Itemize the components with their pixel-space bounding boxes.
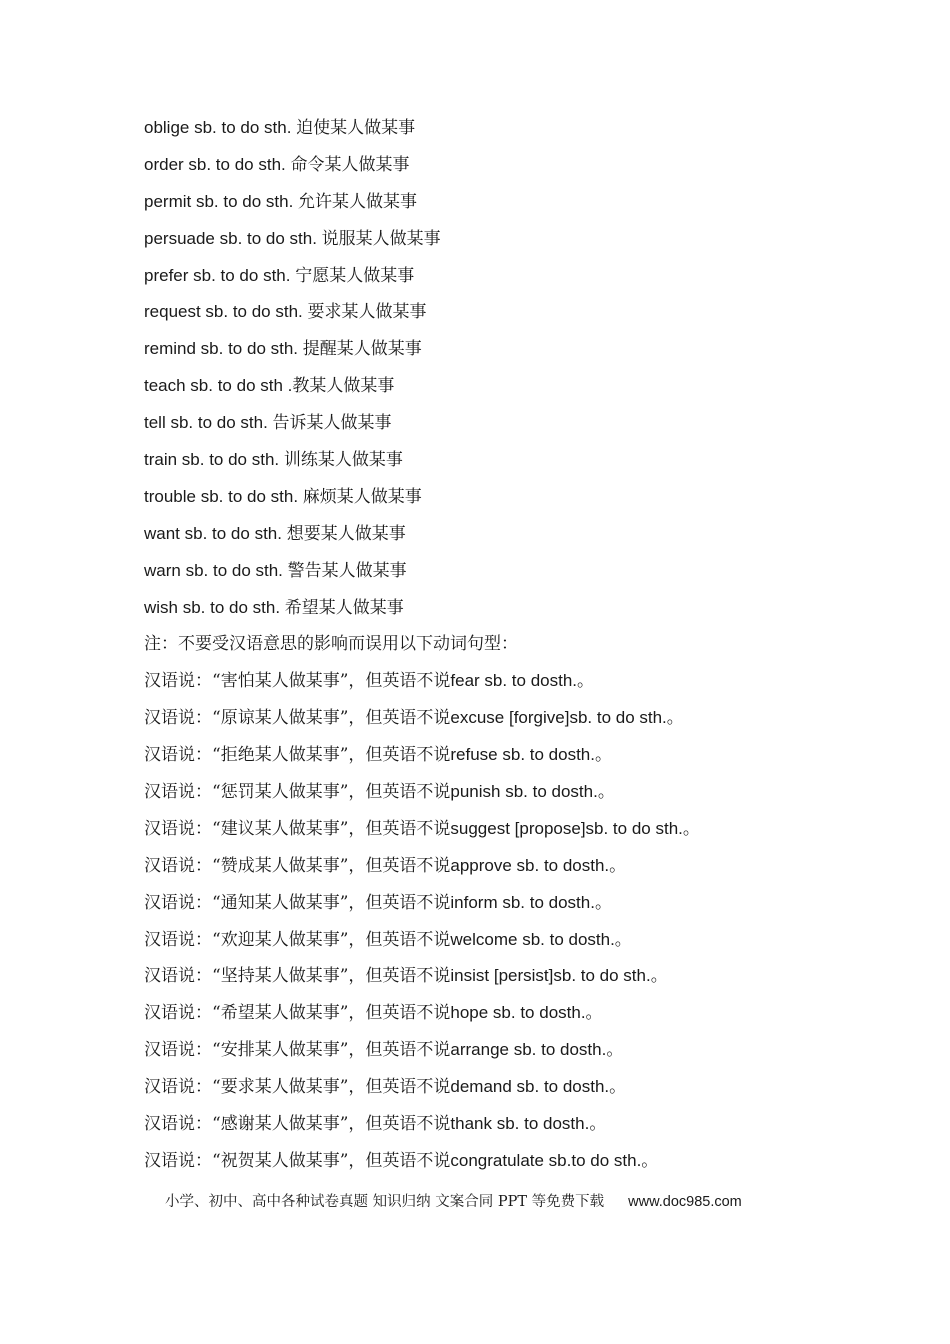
chinese-meaning: 警告某人做某事 (287, 560, 407, 581)
misuse-pattern-line (144, 774, 924, 811)
misuse-pattern-list (144, 663, 924, 1179)
incorrect-english-phrase: refuse sb. to dosth.。 (450, 745, 612, 765)
footer-url[interactable]: www.doc985.com (628, 1194, 742, 1210)
verb-pattern-line (144, 553, 924, 590)
content-lines (144, 110, 924, 1180)
verb-pattern-line (144, 110, 924, 147)
misuse-pattern-line (144, 700, 924, 737)
incorrect-english-phrase: demand sb. to dosth.。 (450, 1077, 627, 1097)
misuse-pattern-line (144, 958, 924, 995)
chinese-statement: 汉语说：“感谢某人做某事”，但英语不说 (144, 1114, 451, 1135)
chinese-statement: 汉语说：“害怕某人做某事”，但英语不说 (144, 671, 451, 692)
verb-pattern-line (144, 368, 924, 405)
chinese-meaning: 说服某人做某事 (321, 228, 441, 249)
footer-text: 小学、初中、高中各种试卷真题 知识归纳 文案合同 PPT 等免费下载 (165, 1194, 605, 1210)
english-phrase: permit sb. to do sth. (144, 191, 299, 211)
chinese-statement: 汉语说：“通知某人做某事”，但英语不说 (144, 892, 451, 913)
english-phrase: teach sb. to do sth . (144, 376, 293, 396)
english-phrase: want sb. to do sth. (144, 523, 287, 543)
chinese-meaning: 命令某人做某事 (290, 154, 410, 175)
verb-pattern-list (144, 110, 924, 626)
english-phrase: trouble sb. to do sth. (144, 486, 303, 506)
chinese-statement: 汉语说：“惩罚某人做某事”，但英语不说 (144, 782, 451, 803)
incorrect-english-phrase: welcome sb. to dosth.。 (450, 929, 632, 949)
english-phrase: wish sb. to do sth. (144, 597, 285, 617)
chinese-meaning: 教某人做某事 (292, 376, 395, 397)
chinese-statement: 汉语说：“祝贺某人做某事”，但英语不说 (144, 1150, 451, 1171)
incorrect-english-phrase: suggest [propose]sb. to do sth.。 (450, 818, 700, 838)
page-footer (165, 1190, 742, 1211)
chinese-meaning: 提醒某人做某事 (302, 339, 422, 360)
chinese-statement: 汉语说：“建议某人做某事”，但英语不说 (144, 818, 451, 839)
incorrect-english-phrase: inform sb. to dosth.。 (450, 892, 612, 912)
misuse-pattern-line (144, 1032, 924, 1069)
english-phrase: tell sb. to do sth. (144, 413, 273, 433)
chinese-meaning: 想要某人做某事 (286, 523, 406, 544)
misuse-pattern-line (144, 922, 924, 959)
chinese-meaning: 告诉某人做某事 (272, 413, 392, 434)
english-phrase: persuade sb. to do sth. (144, 228, 322, 248)
english-phrase: request sb. to do sth. (144, 302, 308, 322)
chinese-statement: 汉语说：“安排某人做某事”，但英语不说 (144, 1040, 451, 1061)
verb-pattern-line (144, 147, 924, 184)
incorrect-english-phrase: arrange sb. to dosth.。 (450, 1040, 624, 1060)
misuse-pattern-line (144, 663, 924, 700)
chinese-meaning: 迫使某人做某事 (296, 118, 416, 138)
verb-pattern-line (144, 479, 924, 516)
chinese-statement: 汉语说：“赞成某人做某事”，但英语不说 (144, 855, 451, 876)
verb-pattern-line (144, 331, 924, 368)
misuse-pattern-line (144, 848, 924, 885)
incorrect-english-phrase: congratulate sb.to do sth.。 (450, 1150, 659, 1170)
english-phrase: oblige sb. to do sth. (144, 118, 297, 137)
english-phrase: train sb. to do sth. (144, 450, 284, 470)
incorrect-english-phrase: thank sb. to dosth.。 (450, 1114, 607, 1134)
english-phrase: remind sb. to do sth. (144, 339, 303, 359)
verb-pattern-line (144, 590, 924, 627)
incorrect-english-phrase: insist [persist]sb. to do sth.。 (450, 966, 668, 986)
chinese-meaning: 要求某人做某事 (307, 302, 427, 323)
verb-pattern-line (144, 258, 924, 295)
chinese-statement: 汉语说：“坚持某人做某事”，但英语不说 (144, 966, 451, 987)
chinese-statement: 汉语说：“拒绝某人做某事”，但英语不说 (144, 745, 451, 766)
verb-pattern-line (144, 516, 924, 553)
misuse-pattern-line (144, 811, 924, 848)
misuse-pattern-line (144, 885, 924, 922)
chinese-meaning: 麻烦某人做某事 (302, 486, 422, 507)
incorrect-english-phrase: approve sb. to dosth.。 (450, 855, 627, 875)
incorrect-english-phrase: hope sb. to dosth.。 (450, 1003, 603, 1023)
note-line: 注：不要受汉语意思的影响而误用以下动词句型： (144, 634, 518, 655)
misuse-pattern-line (144, 1106, 924, 1143)
verb-pattern-line (144, 294, 924, 331)
verb-pattern-line (144, 442, 924, 479)
misuse-pattern-line (144, 995, 924, 1032)
chinese-statement: 汉语说：“希望某人做某事”，但英语不说 (144, 1003, 451, 1024)
verb-pattern-line (144, 221, 924, 258)
chinese-statement: 汉语说：“原谅某人做某事”，但英语不说 (144, 708, 451, 729)
incorrect-english-phrase: fear sb. to dosth.。 (450, 671, 595, 691)
chinese-meaning: 希望某人做某事 (284, 597, 404, 618)
misuse-pattern-line (144, 1069, 924, 1106)
chinese-meaning: 允许某人做某事 (298, 191, 418, 212)
english-phrase: order sb. to do sth. (144, 154, 291, 174)
verb-pattern-line (144, 405, 924, 442)
chinese-statement: 汉语说：“要求某人做某事”，但英语不说 (144, 1077, 451, 1098)
verb-pattern-line (144, 184, 924, 221)
incorrect-english-phrase: excuse [forgive]sb. to do sth.。 (450, 708, 684, 728)
english-phrase: warn sb. to do sth. (144, 560, 288, 580)
incorrect-english-phrase: punish sb. to dosth.。 (450, 782, 615, 802)
misuse-pattern-line (144, 1143, 924, 1180)
chinese-meaning: 训练某人做某事 (283, 450, 403, 471)
chinese-statement: 汉语说：“欢迎某人做某事”，但英语不说 (144, 929, 451, 950)
chinese-meaning: 宁愿某人做某事 (295, 265, 415, 286)
english-phrase: prefer sb. to do sth. (144, 265, 296, 285)
misuse-pattern-line (144, 737, 924, 774)
